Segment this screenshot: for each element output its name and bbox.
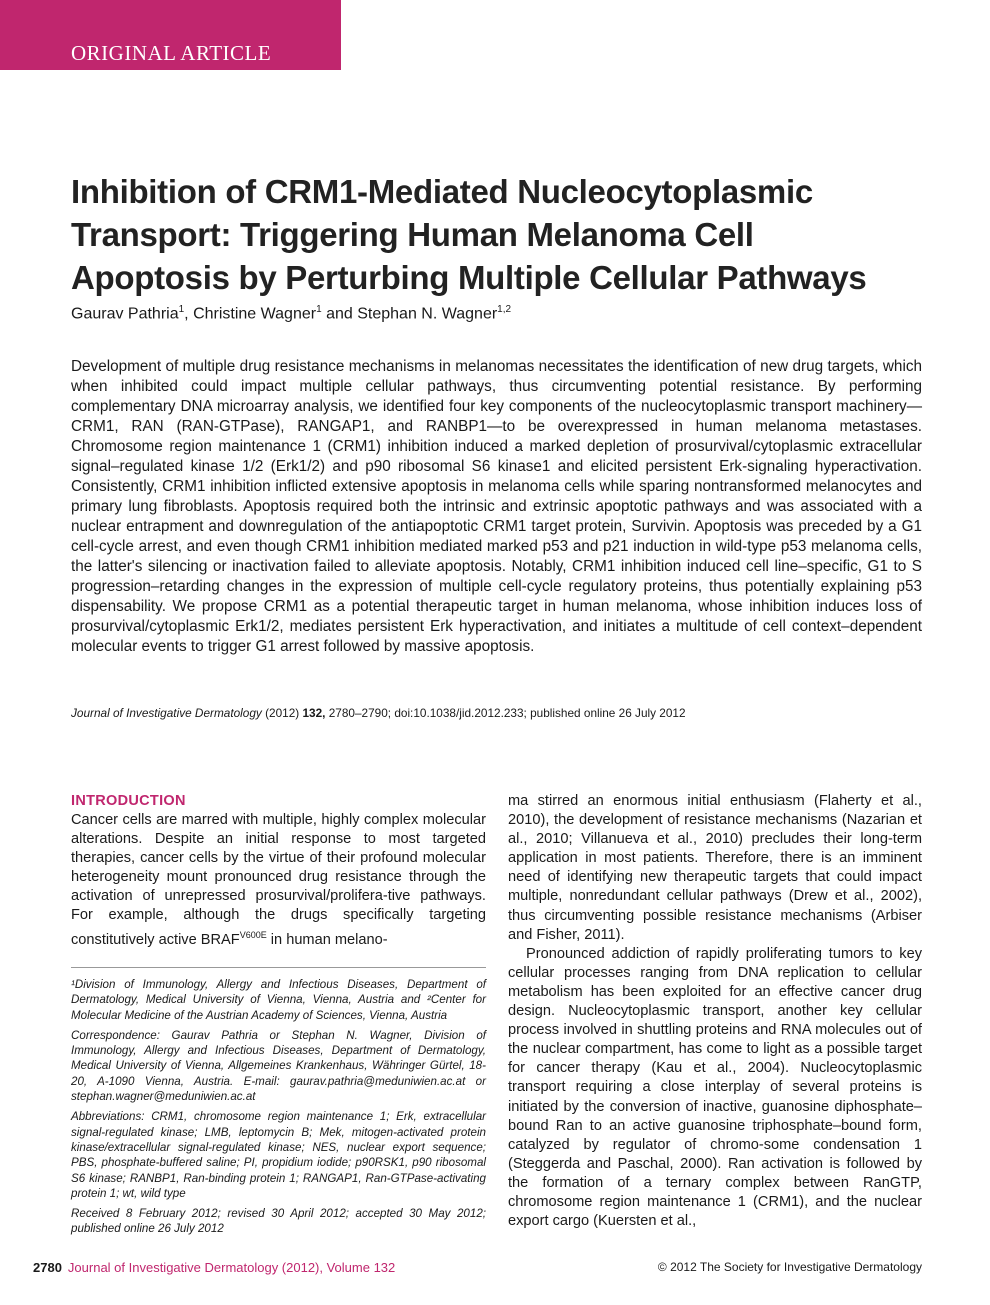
citation-year: (2012)	[261, 706, 303, 720]
author-sep: ,	[184, 305, 194, 323]
intro-p1-sup: V600E	[239, 929, 267, 940]
author-3: Stephan N. Wagner	[357, 305, 498, 323]
abstract-text: Development of multiple drug resistance mechanisms in melanomas necessitates the identification of new drug targets, which when inhibited could impact multiple cellular pathways, thus circumventing potential resistance. By performing complementary DNA microarray analysis, we identified four key components of the nucleocytoplasmic transport machinery—CRM1, RAN (RAN-GTPase), RANGAP1, and RANBP1—to be overexpressed in human melanoma metastases. Chromosome region maintenance 1 (CRM1) inhibition induced a marked depletion of prosurvival/cytoplasmic extracellular signal–regulated kinase 1/2 (Erk1/2) and p90 ribosomal S6 kinase1 and elicited persistent Erk-signaling hyperactivation. Consistently, CRM1 inhibition inflicted extensive apoptosis in melanoma cells while sparing nontransformed melanocytes and primary lung fibroblasts. Apoptosis required both the intrinsic and extrinsic apoptotic pathways and was associated with a nuclear entrapment and downregulation of the antiapoptotic CRM1 target protein, Survivin. Apoptosis was preceded by a G1 cell-cycle arrest, and even though CRM1 inhibition mediated marked p53 and p21 induction in wild-type p53 melanoma cells, the latter's silencing or inactivation failed to alleviate apoptosis. Notably, CRM1 inhibition induced cell line–specific, G1 to S progression–retarding changes in the expression of multiple cell-cycle regulatory proteins, thus potentially explaining p53 dispensability. We propose CRM1 as a potential therapeutic target in human melanoma, whose inhibition induces loss of prosurvival/cytoplasmic Erk1/2, mediates persistent Erk hyperactivation, and initiates a multitude of cell context–dependent molecular events to trigger G1 arrest followed by massive apoptosis.	[71, 358, 922, 655]
footnote-dates: Received 8 February 2012; revised 30 April 2012; accepted 30 May 2012; published online 26 July 2012	[71, 1207, 486, 1236]
citation-rest: 2780–2790; doi:10.1038/jid.2012.233; published online 26 July 2012	[325, 706, 686, 720]
author-1-affil: 1	[178, 304, 185, 315]
article-type-label: ORIGINAL ARTICLE	[71, 41, 272, 65]
left-column	[71, 792, 486, 950]
author-1: Gaurav Pathria	[71, 305, 179, 323]
intro-paragraph-2: ma stirred an enormous initial enthusiasm (Flaherty et al., 2010), the development of resistance mechanisms (Nazarian et al., 2010; Villanueva et al., 2010) precludes their long-term application in most patients. Therefore, there is an imminent need of identifying new therapeutic targets that could impact multiple, nonredundant cellular pathways (Drew et al., 2002), thus circumventing possible resistance mechanisms (Arbiser and Fisher, 2011).	[508, 793, 922, 943]
title-line-3: Apoptosis by Perturbing Multiple Cellular Pathways	[71, 259, 867, 296]
citation-volume: 132,	[302, 706, 326, 720]
footer-journal: Journal of Investigative Dermatology (2012), Volume 132	[67, 1260, 396, 1275]
footer-copyright: © 2012 The Society for Investigative Dermatology	[657, 1260, 922, 1274]
title-line-1: Inhibition of CRM1-Mediated Nucleocytoplasmic	[71, 173, 813, 210]
page-number: 2780	[33, 1260, 62, 1275]
abstract	[71, 357, 922, 657]
citation-journal: Journal of Investigative Dermatology	[71, 706, 262, 720]
author-2: Christine Wagner	[193, 305, 317, 323]
author-sep: and	[321, 305, 358, 323]
right-column	[508, 792, 922, 1231]
author-3-affil: 1,2	[497, 304, 512, 315]
intro-paragraph-3: Pronounced addiction of rapidly proliferating tumors to key cellular processes ranging from DNA replication to cellular metabolism has been exploited for an effective cancer drug design. Nucleocytoplasmic transport, another key cellular process involved in shuttling proteins and RNA molecules out of the nuclear compartment, has come to light as a possible target for cancer therapy (Kau et al., 2004). Nucleocytoplasmic transport requiring a close interplay of several proteins is initiated by the conversion of inactive, guanosine diphosphate–bound Ran to an active guanosine triphosphate–bound form, catalyzed by regulator of chromo-some condensation 1 (Steggerda and Paschal, 2000). Ran activation is followed by the formation of a ternary complex between RanGTP, chromosome region maintenance 1 (CRM1), and the nuclear export cargo (Kuersten et al.,	[508, 945, 922, 1230]
footnote-affiliations: ¹Division of Immunology, Allergy and Infectious Diseases, Department of Dermatology, Medical University of Vienna, Vienna, Austria and ²Center for Molecular Medicine of the Austrian Academy of Sciences, Vienna, Austria	[71, 978, 486, 1022]
footnote-abbreviations: Abbreviations: CRM1, chromosome region maintenance 1; Erk, extracellular signal-regulated kinase; LMB, leptomycin B; Mek, mitogen-activated protein kinase/extracellular signal-regulated kinase; NES, nuclear export sequence; PBS, phosphate-buffered saline; PI, propidium iodide; p90RSK1, p90 ribosomal S6 kinase; RANBP1, Ran-binding protein 1; RANGAP1, Ran-GTPase-activating protein 1; wt, wild type	[71, 1110, 486, 1200]
intro-p1-text: Cancer cells are marred with multiple, highly complex molecular alterations. Despite an initial response to most targeted therapies, cancer cells by the virtue of their profound molecular heterogeneity mount pronounced drug resistance through the activation of unrepressed prosurvival/prolifera-tive pathways. For example, although the drugs specifically targeting constitutively active BRAF	[71, 812, 486, 948]
author-list	[71, 304, 511, 323]
footer-left	[33, 1260, 395, 1275]
section-heading-introduction: INTRODUCTION	[71, 793, 186, 809]
title-line-2: Transport: Triggering Human Melanoma Cell	[71, 216, 754, 253]
author-2-affil: 1	[316, 304, 322, 315]
footnote-divider	[71, 967, 486, 968]
footnote-correspondence: Correspondence: Gaurav Pathria or Stephan N. Wagner, Division of Immunology, Allergy and Infectious Diseases, Department of Dermatology, Medical University of Vienna, Allgemeines Krankenhaus, Währinger Gürtel, 18-20, A-1090 Vienna, Austria. E-mail: gaurav.pathria@meduniwien.ac.at or stephan.wagner@meduniwien.ac.at	[71, 1028, 486, 1104]
intro-p1-end: in human melano-	[266, 931, 388, 948]
footnotes	[71, 977, 486, 1242]
intro-paragraph-1	[71, 811, 486, 950]
article-title	[71, 170, 951, 299]
citation-line	[71, 706, 686, 720]
